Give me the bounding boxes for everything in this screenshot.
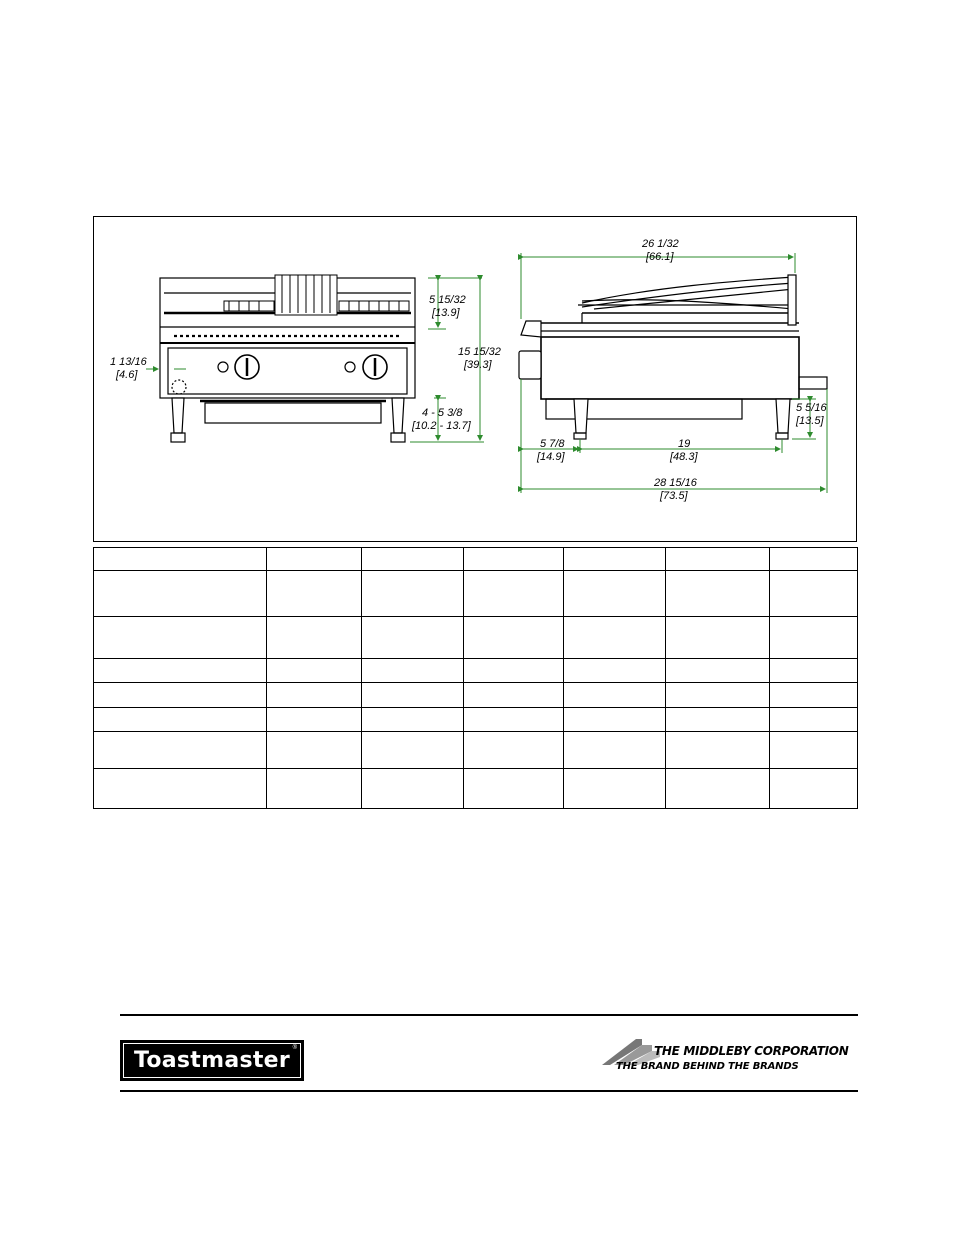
table-cell xyxy=(463,617,564,659)
side-front-lip xyxy=(521,321,541,337)
table-cell xyxy=(666,708,770,732)
footer-top-rule xyxy=(120,1014,858,1016)
dimension-drawing xyxy=(93,216,857,542)
dim-leg-height-in: 4 - 5 3/8 xyxy=(422,407,463,419)
dim-front-offset-in: 5 7/8 xyxy=(540,438,565,450)
middleby-logo xyxy=(602,1037,849,1077)
table-cell xyxy=(564,769,666,809)
table-cell xyxy=(94,617,267,659)
table-cell xyxy=(463,708,564,732)
table-cell xyxy=(463,732,564,769)
toastmaster-logo xyxy=(120,1040,304,1081)
table-cell xyxy=(564,732,666,769)
side-body xyxy=(541,337,799,399)
table-cell xyxy=(770,571,858,617)
footer-bottom-rule xyxy=(120,1090,858,1092)
dim-total-height-cm: [39.3] xyxy=(464,359,492,371)
table-cell xyxy=(564,659,666,683)
table-row xyxy=(94,769,858,809)
toastmaster-wordmark: Toastmaster xyxy=(133,1048,291,1073)
table-cell xyxy=(564,617,666,659)
table-cell xyxy=(361,683,463,708)
table-cell xyxy=(463,571,564,617)
table-cell xyxy=(94,548,267,571)
dim-leg-height-cm: [10.2 - 13.7] xyxy=(412,420,471,432)
dim-overall-depth-cm: [73.5] xyxy=(660,490,688,502)
table-cell xyxy=(463,769,564,809)
registered-mark: ® xyxy=(292,1045,297,1051)
table-cell xyxy=(463,683,564,708)
spec-table xyxy=(93,547,858,809)
table-cell xyxy=(770,548,858,571)
dim-top-height-in: 5 15/32 xyxy=(429,294,466,306)
table-cell xyxy=(770,683,858,708)
side-leg-front xyxy=(574,399,588,433)
table-row xyxy=(94,571,858,617)
dim-total-height-in: 15 15/32 xyxy=(458,346,501,358)
dim-top-depth-in: 26 1/32 xyxy=(642,238,679,250)
dim-leg-span-cm: [48.3] xyxy=(670,451,698,463)
table-cell xyxy=(361,659,463,683)
table-cell xyxy=(666,548,770,571)
table-cell xyxy=(361,732,463,769)
dim-rear-height-in: 5 5/16 xyxy=(796,402,827,414)
table-cell xyxy=(770,617,858,659)
side-knob xyxy=(519,351,541,379)
side-view xyxy=(519,275,827,439)
table-cell xyxy=(266,708,361,732)
table-cell xyxy=(666,617,770,659)
dim-front-offset-cm: [14.9] xyxy=(537,451,565,463)
table-cell xyxy=(564,683,666,708)
table-cell xyxy=(666,659,770,683)
table-cell xyxy=(564,571,666,617)
table-cell xyxy=(94,571,267,617)
front-view xyxy=(160,275,415,442)
dim-left-offset-in: 1 13/16 xyxy=(110,356,147,368)
table-cell xyxy=(770,708,858,732)
corporate-tagline: THE BRAND BEHIND THE BRANDS xyxy=(616,1061,799,1072)
table-cell xyxy=(770,732,858,769)
side-leg-rear xyxy=(776,399,790,433)
front-leg-left xyxy=(172,398,184,433)
table-cell xyxy=(564,708,666,732)
table-cell xyxy=(463,659,564,683)
table-cell xyxy=(361,769,463,809)
drawing-svg xyxy=(94,217,858,543)
front-leg-right xyxy=(392,398,404,433)
front-drip-pan xyxy=(205,403,381,423)
table-cell xyxy=(361,548,463,571)
table-row xyxy=(94,617,858,659)
table-cell xyxy=(666,732,770,769)
table-cell xyxy=(266,571,361,617)
table-cell xyxy=(94,683,267,708)
table-cell xyxy=(666,769,770,809)
table-row xyxy=(94,708,858,732)
dim-rear-height-cm: [13.5] xyxy=(796,415,824,427)
table-row xyxy=(94,683,858,708)
table-cell xyxy=(266,732,361,769)
table-row xyxy=(94,659,858,683)
table-cell xyxy=(463,548,564,571)
table-cell xyxy=(266,548,361,571)
table-cell xyxy=(266,683,361,708)
table-cell xyxy=(361,617,463,659)
table-cell xyxy=(94,769,267,809)
table-row xyxy=(94,548,858,571)
table-cell xyxy=(266,617,361,659)
table-cell xyxy=(361,708,463,732)
grates xyxy=(224,275,409,315)
table-cell xyxy=(266,769,361,809)
table-cell xyxy=(666,683,770,708)
table-cell xyxy=(94,732,267,769)
dim-overall-depth-in: 28 15/16 xyxy=(654,477,697,489)
table-cell xyxy=(94,708,267,732)
table-cell xyxy=(361,571,463,617)
table-cell xyxy=(94,659,267,683)
table-cell xyxy=(770,659,858,683)
dim-top-height-cm: [13.9] xyxy=(432,307,460,319)
table-row xyxy=(94,732,858,769)
table-cell xyxy=(666,571,770,617)
control-knobs xyxy=(172,355,387,394)
table-cell xyxy=(266,659,361,683)
corporate-name: THE MIDDLEBY CORPORATION xyxy=(654,1044,849,1058)
side-gas-inlet xyxy=(799,377,827,389)
table-cell xyxy=(564,548,666,571)
dim-left-offset-cm: [4.6] xyxy=(116,369,138,381)
dim-top-depth-cm: [66.1] xyxy=(646,251,674,263)
table-cell xyxy=(770,769,858,809)
dim-leg-span-in: 19 xyxy=(678,438,691,450)
